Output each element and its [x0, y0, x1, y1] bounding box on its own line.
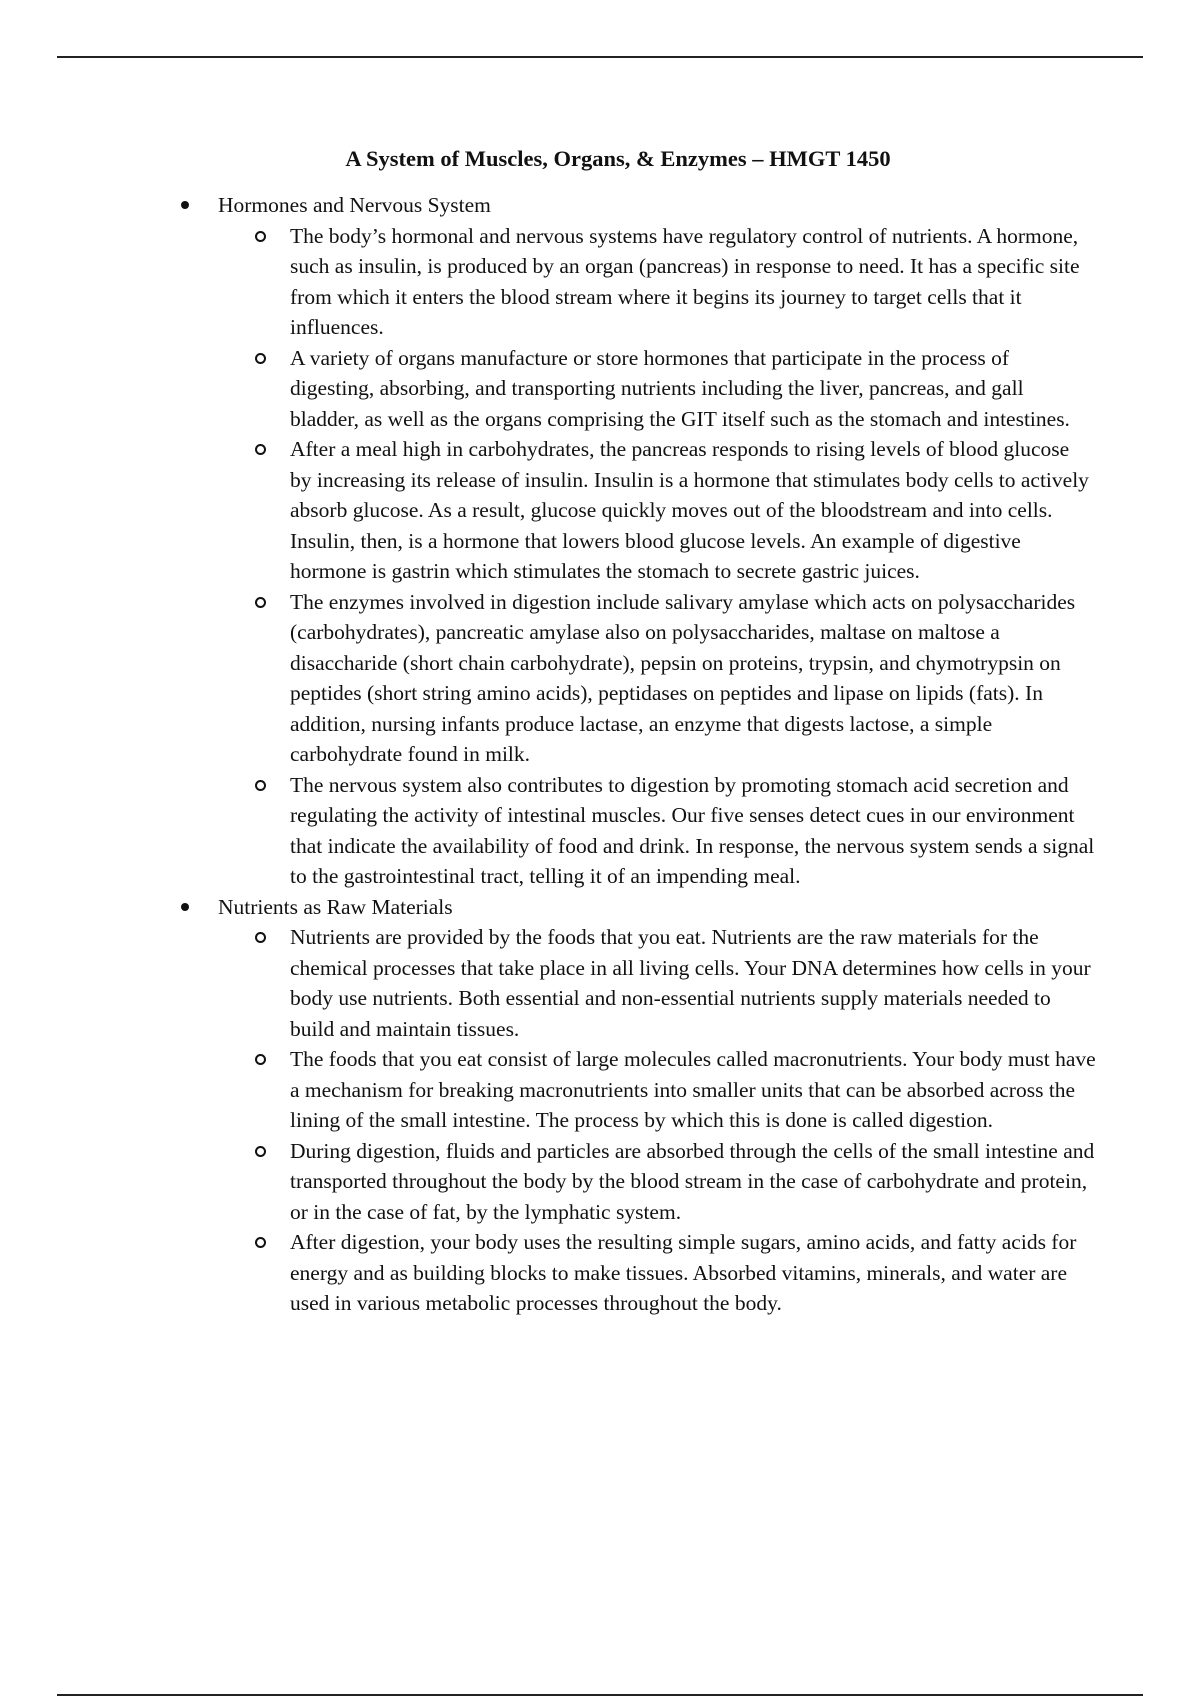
section-heading: Nutrients as Raw Materials: [218, 894, 453, 919]
hollow-bullet-icon: [255, 780, 266, 791]
list-item-text: After digestion, your body uses the resulting simple sugars, amino acids, and fatty acids for energy and as building blocks to make tissues. Absorbed vitamins, minerals, and water are used in various metabolic processes throughout the body.: [290, 1230, 1077, 1315]
list-item: [0, 221, 1200, 343]
list-item: [0, 587, 1200, 770]
list-item-text: The foods that you eat consist of large molecules called macronutrients. Your body must have a mechanism for breaking macronutrients into smaller units that can be absorbed across the lining of the small intestine. The process by which this is done is called digestion.: [290, 1047, 1096, 1132]
list-item-text: During digestion, fluids and particles are absorbed through the cells of the small intestine and transported throughout the body by the blood stream in the case of carbohydrate and protein, or in the case of fat, by the lymphatic system.: [290, 1138, 1095, 1224]
list-item: [0, 770, 1200, 892]
hollow-bullet-icon: [255, 1054, 266, 1065]
list-item-text: Nutrients are provided by the foods that you eat. Nutrients are the raw materials for the chemical processes that take place in all living cells. Your DNA determines how cells in your body use nutrients. Both essential and non-essential nutrients supply materials needed to build and maintain tissues.: [290, 925, 1091, 1041]
list-item-text: The enzymes involved in digestion include salivary amylase which acts on polysaccharides (carbohydrates), pancreatic amylase also on polysaccharides, maltase on maltose a disaccharide (short chain carbohydrate), pepsin on proteins, trypsin, and chymotrypsin on peptides (short string amino acids), peptidases on peptides and lipase on lipids (fats). In addition, nursing infants produce lactase, an enzyme that digests lactose, a simple carbohydrate found in milk.: [290, 589, 1076, 766]
top-horizontal-rule: [57, 56, 1143, 58]
hollow-bullet-icon: [255, 353, 266, 364]
list-item-text: After a meal high in carbohydrates, the pancreas responds to rising levels of blood glucose by increasing its release of insulin. Insulin is a hormone that stimulates body cells to actively absorb glucose. As a result, glucose quickly moves out of the bloodstream and into cells. Insulin, then, is a hormone that lowers blood glucose levels. An example of digestive hormone is gastrin which stimulates the stomach to secrete gastric juices.: [290, 437, 1089, 583]
section-heading: Hormones and Nervous System: [218, 193, 491, 217]
hollow-bullet-icon: [255, 231, 266, 242]
hollow-bullet-icon: [255, 1237, 266, 1248]
subitem-list: [218, 221, 1200, 892]
hollow-bullet-icon: [255, 597, 266, 608]
filled-bullet-icon: [181, 903, 189, 911]
list-item: [0, 434, 1200, 587]
subitem-list: [218, 922, 1200, 1319]
hollow-bullet-icon: [255, 932, 266, 943]
section-hormones-nervous-system: [0, 190, 1200, 892]
list-item-text: The body’s hormonal and nervous systems have regulatory control of nutrients. A hormone, such as insulin, is produced by an organ (pancreas) in response to need. It has a specific site from which it enters the blood stream where it begins its journey to target cells that it influences.: [290, 223, 1080, 339]
hollow-bullet-icon: [255, 444, 266, 455]
filled-bullet-icon: [181, 201, 189, 209]
bottom-horizontal-rule: [57, 1694, 1143, 1696]
list-item: [0, 1227, 1200, 1319]
list-item-text: A variety of organs manufacture or store hormones that participate in the process of digesting, absorbing, and transporting nutrients including the liver, pancreas, and gall bladder, as well as the organs comprising the GIT itself such as the stomach and intestines.: [290, 345, 1070, 431]
section-list: [0, 190, 1200, 1319]
list-item: [0, 343, 1200, 435]
document-title: A System of Muscles, Organs, & Enzymes – HMGT 1450: [345, 146, 891, 171]
list-item: [0, 1136, 1200, 1228]
list-item: [0, 922, 1200, 1044]
hollow-bullet-icon: [255, 1146, 266, 1157]
section-nutrients-raw-materials: [0, 892, 1200, 1319]
list-item-text: The nervous system also contributes to digestion by promoting stomach acid secretion and regulating the activity of intestinal muscles. Our five senses detect cues in our environment that indicate the availability of food and drink. In response, the nervous system sends a signal to the gastrointestinal tract, telling it of an impending meal.: [290, 772, 1095, 888]
document-body: [0, 190, 1200, 1319]
list-item: [0, 1044, 1200, 1136]
